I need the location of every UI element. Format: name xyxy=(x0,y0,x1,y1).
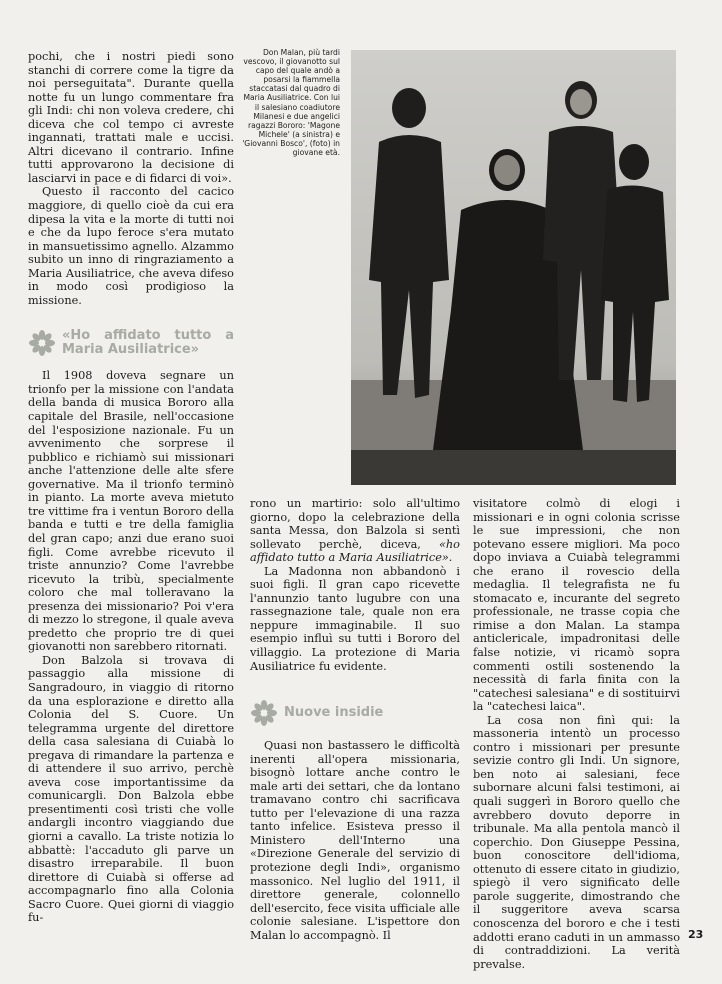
paragraph-insidie: Quasi non bastassero le difficoltà inerenti all'opera missionaria, bisognò lottare anche contro le male arti dei settari, che da lontano tramavano contro chi sacrificava tutto per l'elevazione di una razza tanto infelice. Esisteva presso il Ministero dell'Interno una «Direzione Generale del servizio di protezione degli Indi», organismo massonico. Nel luglio del 1911, il direttore generale, colonnello dell'esercito, fece visita ufficiale alle colonie salesiane. L'ispettore don Malan lo accompagnò. Il xyxy=(250,739,460,942)
group-photograph xyxy=(351,50,676,485)
paragraph-massoneria: La cosa non finì qui: la massoneria intentò un processo contro i missionari per presunte sevizie contro gli Indi. Un signore, ben noto ai salesiani, fece subornare alcuni falsi testimoni, ai quali suggerì in Bororo quello che avrebbero dovuto deporre in tribunale. Ma alla pentola mancò il coperchio. Don Giuseppe Pessina, buon conoscitore dell'idioma, ottenuto di essere citato in giudizio, spiegò il vero significato delle parole suggerite, dimostrando che il suggeritore aveva scarsa conoscenza del bororo e che i testi addotti erano caduti in un ammasso di contraddizioni. La verità prevalse. xyxy=(473,713,680,971)
flower-icon xyxy=(250,699,278,727)
text-column-right xyxy=(473,497,680,971)
page-number: 23 xyxy=(688,928,704,941)
paragraph-intro: pochi, che i nostri piedi sono stanchi di correre come la tigre da noi perseguitata". Durante quella notte fu un lungo commentare fra gli Indi: chi non voleva credere, chi diceva che col tempo ci avreste ingannati, trattati male e uccisi. Altri dicevano il contrario. Infine tutti approvarono la decisione di lasciarvi in pace e di fidarci di voi». xyxy=(28,50,234,185)
paragraph-1908: Il 1908 doveva segnare un trionfo per la missione con l'andata della banda di musica Bororo alla capitale del Brasile, nell'occasione del l'esposizione nazionale. Fu un avvenimento che sorprese il pubblico e richiamò sui missionari anche l'attenzione delle alte sfere governative. Ma il trionfo terminò in pianto. La morte aveva mietuto tre vittime fra i ventun Bororo della banda e tutti e tre della famiglia del gran capo; anzi due erano suoi figli. Come avrebbe ricevuto il triste annunzio? Come l'avrebbe ricevuto la tribù, specialmente coloro che mal tolleravano la presenza dei missionario? Poi v'era di mezzo lo stregone, il quale aveva predetto che proprio tre di quei giovanotti non sarebbero ritornati. xyxy=(28,369,234,654)
martirio-text: rono un martirio: solo all'ultimo giorno, dopo la celebrazione della santa Messa, don Balzola si sentì sollevato perchè, diceva, xyxy=(250,497,460,551)
paragraph-balzola: Don Balzola si trovava di passaggio alla missione di Sangradouro, in viaggio di ritorno da una esplorazione e diretto alla Colonia del S. Cuore. Un telegramma urgente del direttore della casa salesiana di Cuiabà lo pregava di rimandare la partenza e di attendere il suo arrivo, perchè aveva cose importantissime da comunicargli. Don Balzola ebbe presentimenti così tristi che volle andargli incontro viaggiando due giorni a cavallo. La triste notizia lo abbattè: l'accaduto gli parve un disastro irreparabile. Il buon direttore di Cuiabà si offerse ad accompagnarlo fino alla Colonia Sacro Cuore. Quei giorni di viaggio fu- xyxy=(28,653,234,925)
section-heading-affidato xyxy=(28,329,234,357)
text-column-middle xyxy=(250,497,460,942)
paragraph-martirio xyxy=(250,497,460,565)
section-heading-text: Nuove insidie xyxy=(284,705,384,721)
flower-icon xyxy=(28,329,56,357)
paragraph-visitatore: visitatore colmò di elogi i missionari e in ogni colonia scrisse le sue impressioni, che non potevano essere migliori. Ma poco dopo inviava a Cuiabà telegrammi che erano il rovescio della medaglia. Il telegrafista ne fu stomacato e, incurante del segreto professionale, ne trasse copia che rimise a don Malan. La stampa anticlericale, impadronitasi delle false notizie, vi ricamò sopra commenti ostili sostenendo la necessità di farla finita con la "catechesi salesiana" e di sostituirvi la "catechesi laica". xyxy=(473,497,680,714)
section-heading-text: «Ho affidato tutto a Maria Ausiliatrice» xyxy=(62,328,234,358)
paragraph-madonna: La Madonna non abbandonò i suoi figli. Il gran capo ricevette l'annunzio tanto lugubre con una rassegnazione tale, quale non era neppure immaginabile. Il suo esempio influì su tutti i Bororo del villaggio. La protezione di Maria Ausiliatrice fu evidente. xyxy=(250,564,460,673)
martirio-quote: «ho affidato tutto a Maria Ausiliatrice». xyxy=(250,537,460,565)
text-column-left xyxy=(28,50,234,925)
section-heading-insidie xyxy=(250,699,460,727)
paragraph-racconto: Questo il racconto del cacico maggiore, di quello cioè da cui era dipesa la vita e la morte di tutti noi e che da lupo feroce s'era mutato in mansuetissimo agnello. Alzammo subito un inno di ringraziamento a Maria Ausiliatrice, che aveva difeso in modo così prodigioso la missione. xyxy=(28,185,234,307)
photo-caption: Don Malan, più tardi vescovo, il giovanotto sul capo del quale andò a posarsi la fiammella staccatasi dal quadro di Maria Ausiliatrice. Con lui il salesiano coadiutore Milanesi e due angelici ragazzi Bororo: 'Magone Michele' (a sinistra) e 'Giovanni Bosco', (foto) in giovane età. xyxy=(242,48,340,158)
